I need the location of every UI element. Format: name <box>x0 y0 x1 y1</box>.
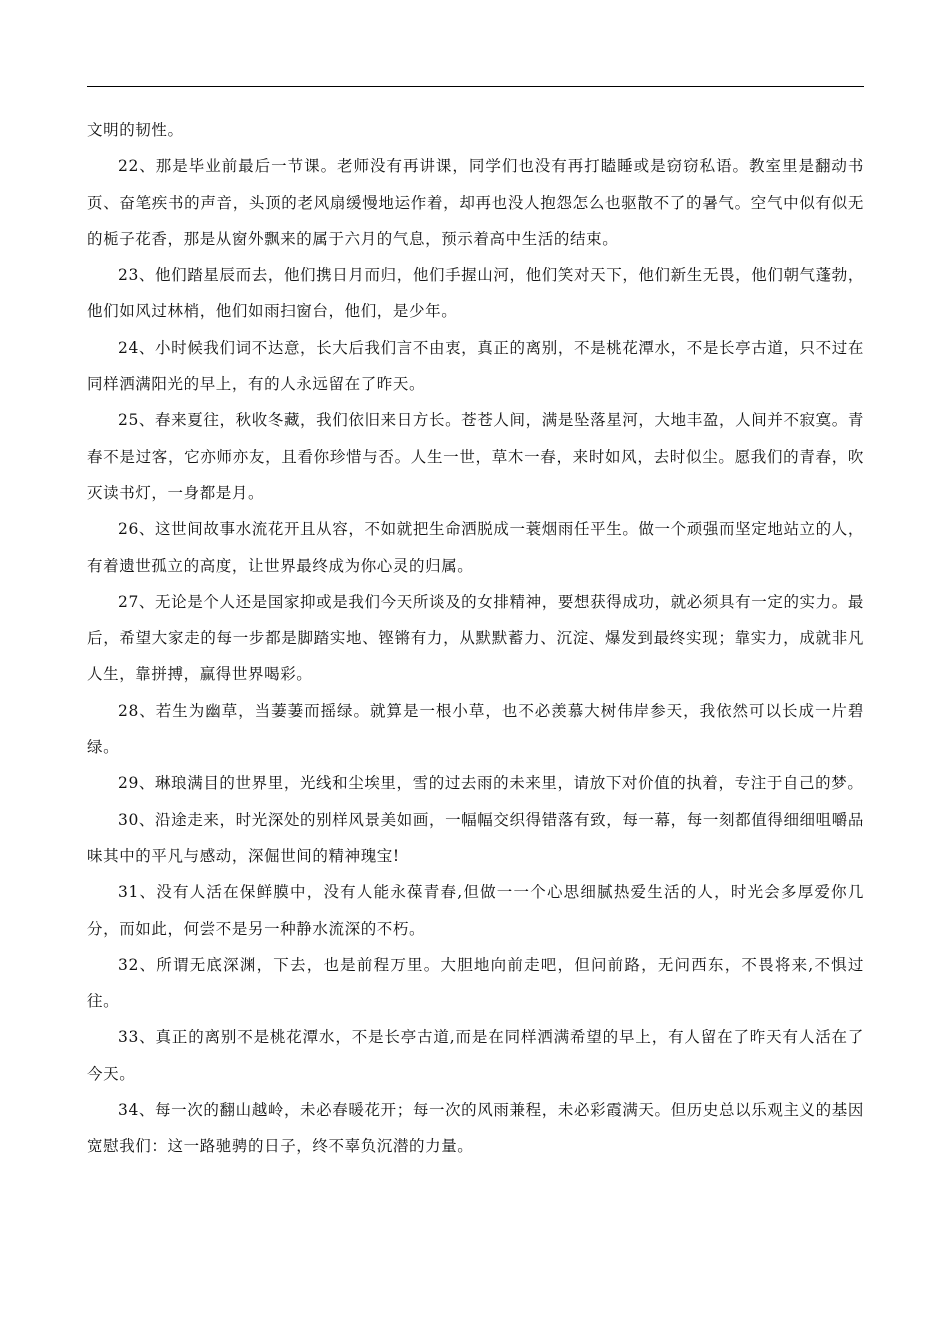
paragraph-30: 30、沿途走来，时光深处的别样风景美如画，一幅幅交织得错落有致，每一幕，每一刻都值得细细咀嚼品味其中的平凡与感动，深倔世间的精神瑰宝! <box>87 810 864 865</box>
paragraph-27: 27、无论是个人还是国家抑或是我们今天所谈及的女排精神，要想获得成功，就必须具有一定的实力。最后，希望大家走的每一步都是脚踏实地、铿锵有力，从默默蓄力、沉淀、爆发到最终实现；靠实力，成就非凡人生，靠拼搏，赢得世界喝彩。 <box>87 592 864 684</box>
paragraph-28: 28、若生为幽草，当萋萋而摇绿。就算是一根小草，也不必羡慕大树伟岸参天，我依然可以长成一片碧绿。 <box>87 701 864 757</box>
paragraph-31: 31、没有人活在保鲜膜中，没有人能永葆青春,但做一一个心思细腻热爱生活的人，时光会多厚爱你几分，而如此，何尝不是另一种静水流深的不朽。 <box>87 883 864 938</box>
document-body <box>87 112 864 1165</box>
paragraph-29: 29、琳琅满目的世界里，光线和尘埃里，雪的过去雨的未来里，请放下对价值的执着，专注于自己的梦。 <box>118 774 864 793</box>
paragraph-32: 32、所谓无底深渊，下去，也是前程万里。大胆地向前走吧，但问前路，无问西东，不畏将来,不惧过往。 <box>87 955 864 1011</box>
paragraph-22: 22、那是毕业前最后一节课。老师没有再讲课，同学们也没有再打瞌睡或是窃窃私语。教室里是翻动书页、奋笔疾书的声音，头顶的老风扇缓慢地运作着，却再也没人抱怨怎么也驱散不了的暑气。空气中似有似无的栀子花香，那是从窗外飘来的属于六月的气息，预示着高中生活的结束。 <box>87 157 864 248</box>
paragraph-24: 24、小时候我们词不达意，长大后我们言不由衷，真正的离别，不是桃花潭水，不是长亭古道，只不过在同样洒满阳光的早上，有的人永远留在了昨天。 <box>87 338 864 394</box>
paragraph-25: 25、春来夏往，秋收冬藏，我们依旧来日方长。苍苍人间，满是坠落星河，大地丰盈，人间并不寂寞。青春不是过客，它亦师亦友，且看你珍惜与否。人生一世，草木一春，来时如风，去时似尘。愿我们的青春，吹灭读书灯，一身都是月。 <box>87 411 864 502</box>
continuation-paragraph: 文明的韧性。 <box>87 121 184 139</box>
paragraph-26: 26、这世间故事水流花开且从容，不如就把生命洒脱成一蓑烟雨任平生。做一个顽强而坚定地站立的人，有着遗世孤立的高度，让世界最终成为你心灵的归属。 <box>87 520 864 575</box>
paragraph-34: 34、每一次的翻山越岭，未必春暖花开；每一次的风雨兼程，未必彩霞满天。但历史总以乐观主义的基因宽慰我们：这一路驰骋的日子，终不辜负沉潜的力量。 <box>87 1101 864 1156</box>
header-rule <box>87 86 864 87</box>
paragraph-23: 23、他们踏星辰而去，他们携日月而归，他们手握山河，他们笑对天下，他们新生无畏，他们朝气蓬勃，他们如风过林梢，他们如雨扫窗台，他们，是少年。 <box>87 266 864 321</box>
paragraph-33: 33、真正的离别不是桃花潭水，不是长亭古道,而是在同样洒满希望的早上，有人留在了昨天有人活在了今天。 <box>87 1028 864 1083</box>
